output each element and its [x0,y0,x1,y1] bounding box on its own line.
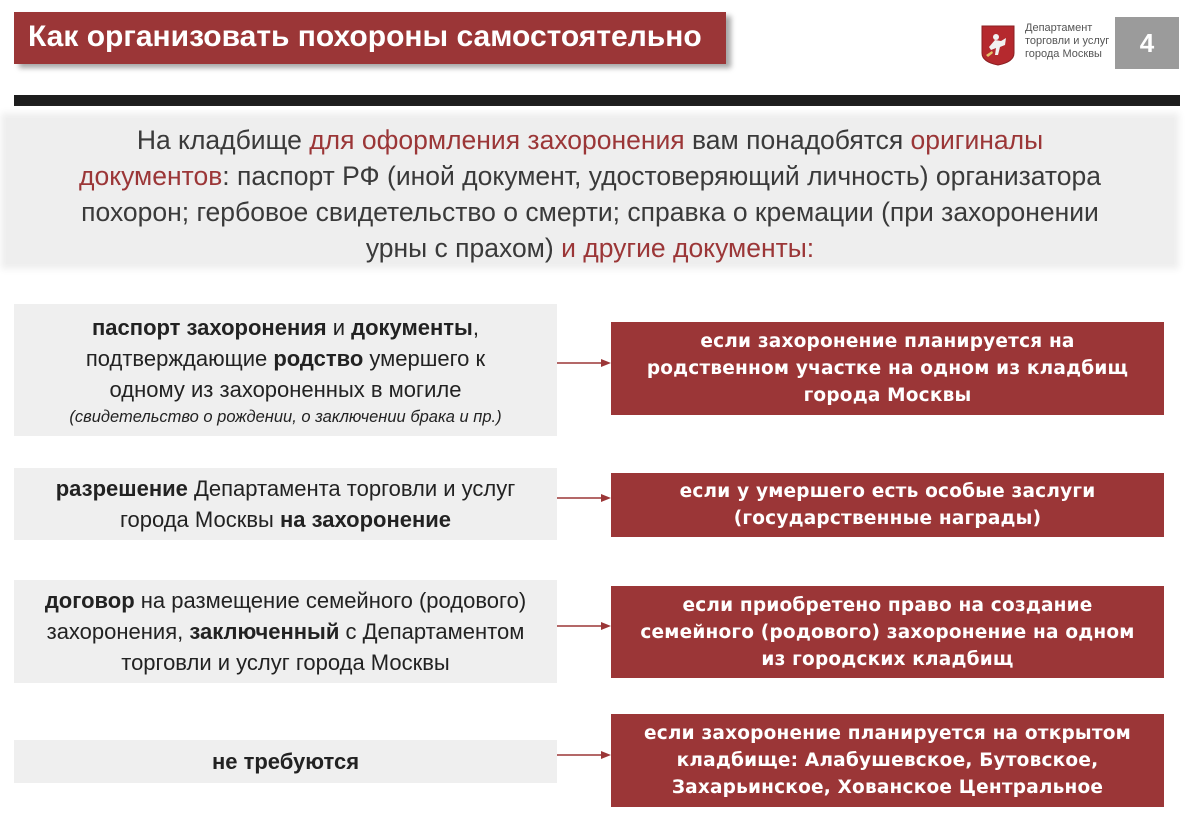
condition-line: если у умершего есть особые заслуги [679,481,1096,502]
intro-line [6,194,1174,230]
document-emphasis: разрешение [55,476,188,501]
document-emphasis: заключенный [189,619,340,644]
condition-box [611,322,1164,415]
document-box [14,468,557,540]
condition-line: кладбище: Алабушевское, Бутовское, [676,750,1099,771]
arrow-right-icon [557,620,611,632]
intro-line [6,158,1174,194]
page-title: Как организовать похороны самостоятельно [28,20,702,53]
document-fragment: , [472,314,479,340]
intro-highlight: оригиналы [910,125,1044,155]
intro-fragment: урны с прахом) [365,233,562,263]
intro-highlight: для оформления захоронения [309,125,685,155]
document-fragment: Департамента торговли и услуг [187,476,516,501]
document-fragment: умершего к [363,345,486,371]
title-banner [14,12,726,64]
condition-line: если приобретено право на создание [682,594,1093,616]
condition-line: Захарьинское, Хованское Центральное [671,777,1104,798]
department-name [1025,22,1109,61]
arrow-right-icon [557,492,611,504]
document-line [121,647,450,678]
intro-line [6,122,1174,158]
arrow-right-icon [557,357,611,369]
document-fragment: захоронения, [46,619,190,644]
document-line [56,473,516,504]
document-box [14,580,557,683]
document-fragment: с Департаментом [339,619,525,644]
condition-line: (государственные награды) [733,508,1042,529]
document-fragment: города Москвы [119,507,280,532]
document-fragment: торговли и услуг города Москвы [121,650,450,675]
condition-line: семейного (родового) захоронение на одном [640,621,1135,643]
header-divider [14,95,1180,106]
document-fragment: на размещение семейного (родового) [134,588,527,613]
intro-line [6,230,1174,266]
document-emphasis: на захоронение [279,507,452,532]
document-note: (свидетельство о рождении, о заключении брака и пр.) [69,407,502,426]
department-line: торговли и услуг [1025,35,1110,47]
document-box [14,304,557,436]
department-line: города Москвы [1025,48,1102,60]
document-fragment: и [326,314,352,340]
condition-box [611,473,1164,537]
document-emphasis: паспорт захоронения [92,314,327,340]
condition-box [611,586,1164,678]
document-emphasis: договор [44,588,135,613]
intro-text [6,122,1174,266]
department-line: Департамент [1025,22,1093,34]
intro-fragment: похорон; гербовое свидетельство о смерти; справка о кремации (при захоронении [81,197,1099,227]
condition-line: из городских кладбищ [761,648,1014,670]
intro-fragment: : паспорт РФ (иной документ, удостоверяющий личность) организатора [222,161,1101,191]
intro-fragment: На кладбище [136,125,310,155]
document-line [92,312,479,343]
condition-line: города Москвы [803,385,972,406]
document-line [110,374,462,405]
arrow-right-icon [557,749,611,761]
document-line [212,746,359,777]
condition-line: если захоронение планируется на [700,331,1075,352]
document-line [120,504,451,535]
document-box [14,740,557,783]
document-line [86,343,485,374]
intro-fragment: вам понадобятся [684,125,911,155]
intro-panel [6,118,1174,264]
document-emphasis: не требуются [211,749,360,774]
document-line [47,616,525,647]
condition-line: если захоронение планируется на открытом [644,723,1131,744]
intro-highlight: и другие документы: [561,233,815,263]
moscow-coat-of-arms-icon [980,25,1016,66]
condition-line: родственном участке на одном из кладбищ [646,358,1129,379]
intro-highlight: документов [79,161,223,191]
document-line [45,585,526,616]
page-number-badge: 4 [1115,17,1179,69]
document-emphasis: родство [273,345,364,371]
document-emphasis: документы [351,314,473,340]
document-fragment: одному из захороненных в могиле [109,376,462,402]
condition-box [611,714,1164,807]
document-fragment: подтверждающие [85,345,274,371]
